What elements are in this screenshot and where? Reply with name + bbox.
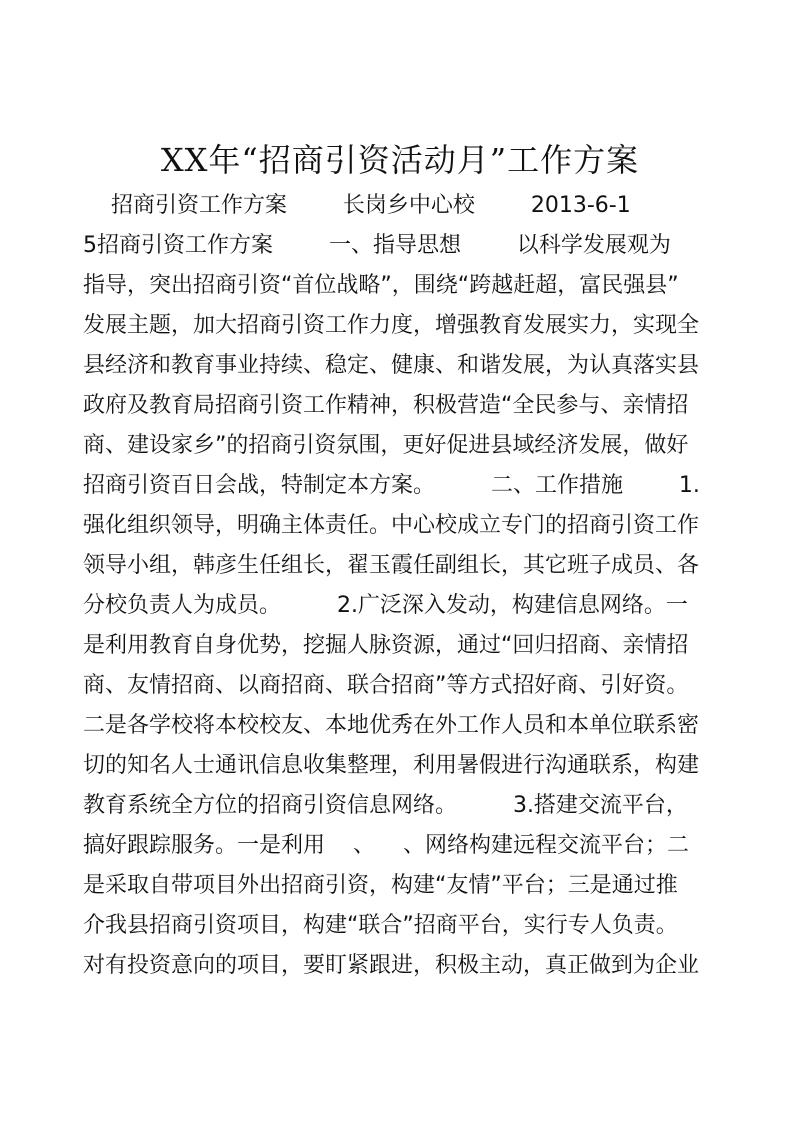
body-line: 对有投资意向的项目，要盯紧跟进，积极主动，真正做到为企业	[83, 953, 700, 978]
body-line: 招商引资工作方案 长岗乡中心校 2013-6-1	[83, 193, 631, 218]
body-line: 县经济和教育事业持续、稳定、健康、和谐发展，为认真落实县	[83, 353, 700, 378]
body-line: 强化组织领导，明确主体责任。中心校成立专门的招商引资工作	[83, 513, 700, 538]
body-line: 介我县招商引资项目，构建“联合”招商平台，实行专人负责。	[83, 913, 678, 938]
body-line: 指导，突出招商引资“首位战略”，围绕“跨越赶超，富民强县”	[83, 273, 679, 298]
body-line: 领导小组，韩彦生任组长，翟玉霞任副组长，其它班子成员、各	[83, 553, 700, 578]
body-line: 是采取自带项目外出招商引资，构建“友情”平台；三是通过推	[83, 873, 678, 898]
body-line: 切的知名人士通讯信息收集整理，利用暑假进行沟通联系，构建	[83, 753, 700, 778]
body-line: 5招商引资工作方案 一、指导思想 以科学发展观为	[83, 233, 671, 258]
body-line: 招商引资百日会战，特制定本方案。 二、工作措施 1.	[83, 473, 700, 498]
body-line: 是利用教育自身优势，挖掘人脉资源，通过“回归招商、亲情招	[83, 633, 689, 658]
body-line: 教育系统全方位的招商引资信息网络。 3.搭建交流平台，	[83, 793, 688, 818]
body-line: 发展主题，加大招商引资工作力度，增强教育发展实力，实现全	[83, 313, 700, 338]
body-line: 搞好跟踪服务。一是利用 、 、网络构建远程交流平台；二	[83, 833, 689, 858]
body-line: 商、友情招商、以商招商、联合招商”等方式招好商、引好资。	[83, 673, 689, 698]
body-line: 政府及教育局招商引资工作精神，积极营造“全民参与、亲情招	[83, 393, 689, 418]
document-title: XX年“招商引资活动月”工作方案	[160, 141, 640, 179]
body-line: 商、建设家乡”的招商引资氛围，更好促进县域经济发展，做好	[83, 433, 689, 458]
body-line: 分校负责人为成员。 2.广泛深入发动，构建信息网络。一	[83, 593, 688, 618]
body-line: 二是各学校将本校校友、本地优秀在外工作人员和本单位联系密	[83, 713, 700, 738]
